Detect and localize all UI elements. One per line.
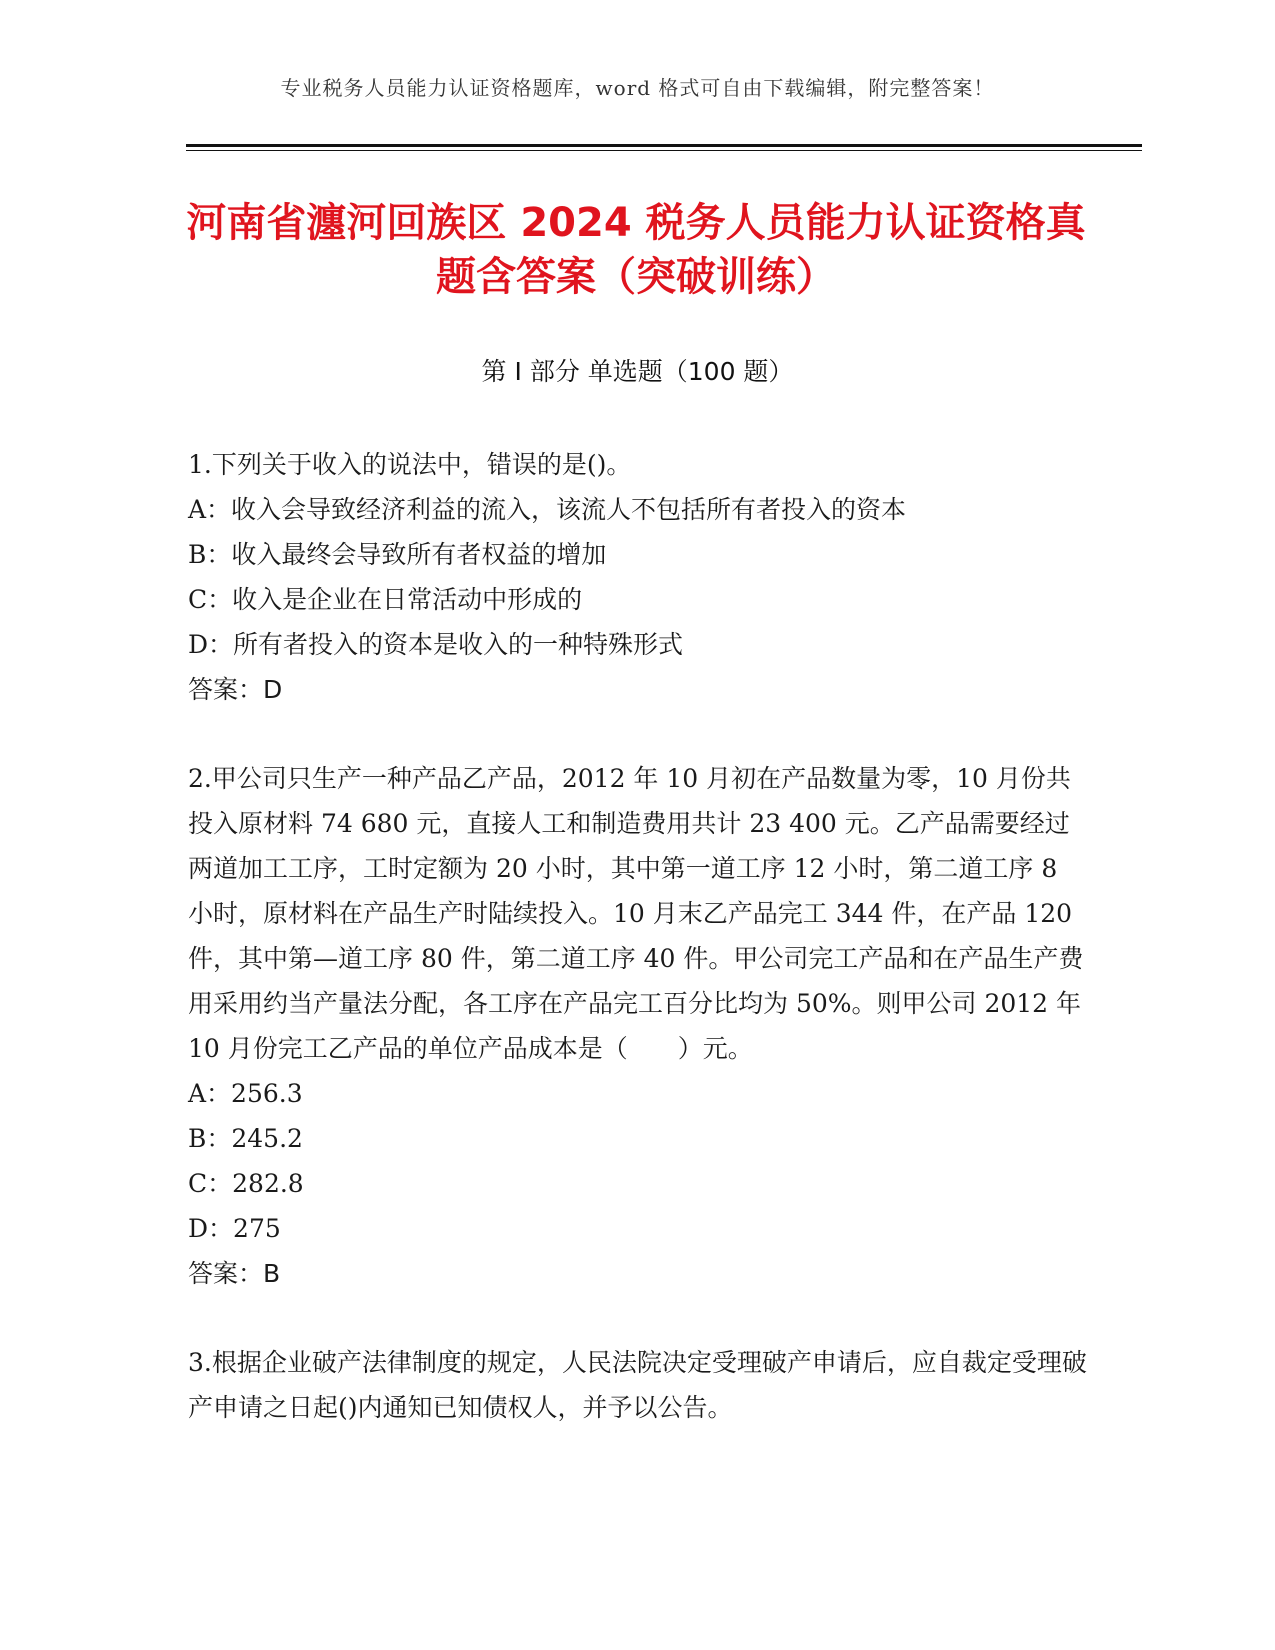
question-stem: 2.甲公司只生产一种产品乙产品，2012 年 10 月初在产品数量为零，10 月份共投入原材料 74 680 元，直接人工和制造费用共计 23 400 元。乙产品需要经过两道加工工序，工时定额为 20 小时，其中第一道工序 12 小时，第二道工序 8 小时，原材料在产品生产时陆续投入。10 月末乙产品完工 344 件，在产品 120 件，其中第—道工序 80 件，第二道工序 40 件。甲公司完工产品和在产品生产费用采用约当产量法分配，各工序在产品完工百分比均为 50%。则甲公司 2012 年 10 月份完工乙产品的单位产品成本是（ ）元。 [188, 764, 1084, 1063]
question-stem: 1.下列关于收入的说法中，错误的是()。 [188, 450, 632, 479]
question-2 [188, 756, 1088, 1296]
question-stem: 3.根据企业破产法律制度的规定，人民法院决定受理破产申请后，应自裁定受理破产申请之日起()内通知已知债权人，并予以公告。 [188, 1348, 1087, 1422]
header-note: 专业税务人员能力认证资格题库，word 格式可自由下载编辑，附完整答案！ [280, 76, 995, 100]
document-title: 河南省瀍河回族区 2024 税务人员能力认证资格真题含答案（突破训练） [186, 200, 1086, 300]
question-3 [188, 1340, 1088, 1430]
question-list [188, 442, 1088, 1474]
option-c: C：282.8 [188, 1169, 304, 1198]
answer-line: 答案：B [188, 1259, 281, 1288]
header-rule-thick [186, 144, 1142, 147]
option-d: D：275 [188, 1214, 281, 1243]
question-1 [188, 442, 1088, 712]
option-d: D：所有者投入的资本是收入的一种特殊形式 [188, 630, 684, 659]
option-a: A：256.3 [188, 1079, 303, 1108]
answer-line: 答案：D [188, 675, 283, 704]
header-rule-thin [186, 150, 1142, 151]
option-a: A：收入会导致经济利益的流入，该流人不包括所有者投入的资本 [188, 495, 907, 524]
option-c: C：收入是企业在日常活动中形成的 [188, 585, 583, 614]
option-b: B：收入最终会导致所有者权益的增加 [188, 540, 607, 569]
section-heading: 第 I 部分 单选题（100 题） [481, 357, 794, 386]
option-b: B：245.2 [188, 1124, 303, 1153]
